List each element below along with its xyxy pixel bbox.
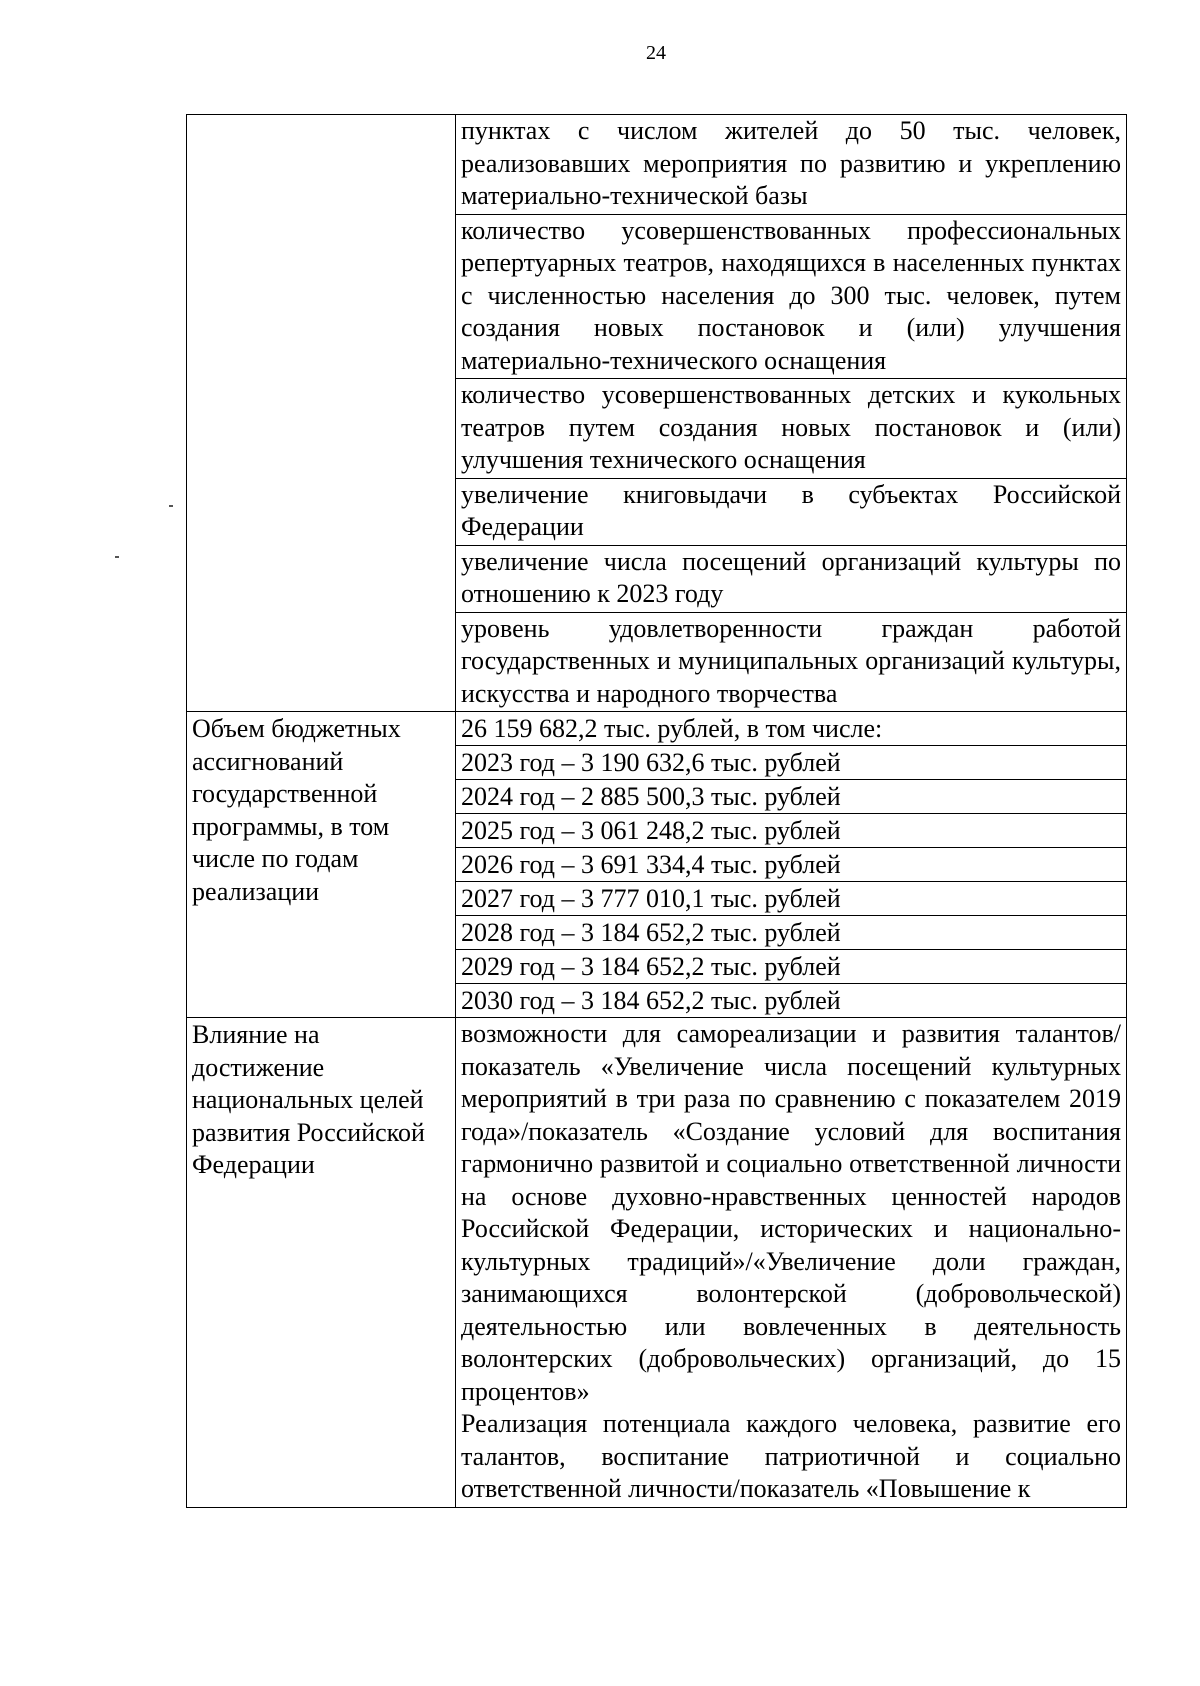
table-row xyxy=(187,115,1127,215)
budget-year: 2027 год – 3 777 010,1 тыс. рублей xyxy=(456,882,1127,916)
stray-mark xyxy=(115,556,119,558)
indicator-cell: увеличение книговыдачи в субъектах Российской Федерации xyxy=(456,478,1127,545)
table-row xyxy=(187,712,1127,746)
budget-year: 2028 год – 3 184 652,2 тыс. рублей xyxy=(456,916,1127,950)
indicator-cell: увеличение числа посещений организаций культуры по отношению к 2023 году xyxy=(456,545,1127,612)
budget-total: 26 159 682,2 тыс. рублей, в том числе: xyxy=(456,712,1127,746)
budget-label: Объем бюджетных ассигнований государственной программы, в том числе по годам реализации xyxy=(187,712,456,1018)
budget-year: 2023 год – 3 190 632,6 тыс. рублей xyxy=(456,746,1127,780)
indicator-cell: уровень удовлетворенности граждан работой государственных и муниципальных организаций культуры, искусства и народного творчества xyxy=(456,612,1127,712)
impact-cell xyxy=(456,1018,1127,1508)
budget-year: 2024 год – 2 885 500,3 тыс. рублей xyxy=(456,780,1127,814)
impact-paragraph: Реализация потенциала каждого человека, развитие его талантов, воспитание патриотичной и социально ответственной личности/показатель «Повышение к xyxy=(461,1409,1121,1503)
budget-year: 2030 год – 3 184 652,2 тыс. рублей xyxy=(456,984,1127,1018)
empty-label-cell xyxy=(187,115,456,712)
stray-mark xyxy=(169,505,173,507)
budget-year: 2025 год – 3 061 248,2 тыс. рублей xyxy=(456,814,1127,848)
budget-year: 2026 год – 3 691 334,4 тыс. рублей xyxy=(456,848,1127,882)
indicator-cell: количество усовершенствованных детских и кукольных театров путем создания новых постановок и (или) улучшения технического оснащения xyxy=(456,379,1127,479)
program-passport-table xyxy=(186,114,1127,1508)
budget-year: 2029 год – 3 184 652,2 тыс. рублей xyxy=(456,950,1127,984)
table-row xyxy=(187,1018,1127,1508)
page-number: 24 xyxy=(646,42,666,64)
indicator-cell: пунктах с числом жителей до 50 тыс. человек, реализовавших мероприятия по развитию и укреплению материально-технической базы xyxy=(456,115,1127,215)
impact-paragraph: возможности для самореализации и развития талантов/ показатель «Увеличение числа посещений культурных мероприятий в три раза по сравнению с показателем 2019 года»/показатель «Создание условий для воспитания гармонично развитой и социально ответственной личности на основе духовно-нравственных ценностей народов Российской Федерации, исторических и национально-культурных традиций»/«Увеличение доли граждан, занимающихся волонтерской (добровольческой) деятельностью или вовлеченных в деятельность волонтерских (добровольческих) организаций, до 15 процентов» xyxy=(461,1019,1121,1406)
indicator-cell: количество усовершенствованных профессиональных репертуарных театров, находящихся в населенных пунктах с численностью населения до 300 тыс. человек, путем создания новых постановок и (или) улучшения материально-технического оснащения xyxy=(456,214,1127,379)
impact-label: Влияние на достижение национальных целей развития Российской Федерации xyxy=(187,1018,456,1508)
